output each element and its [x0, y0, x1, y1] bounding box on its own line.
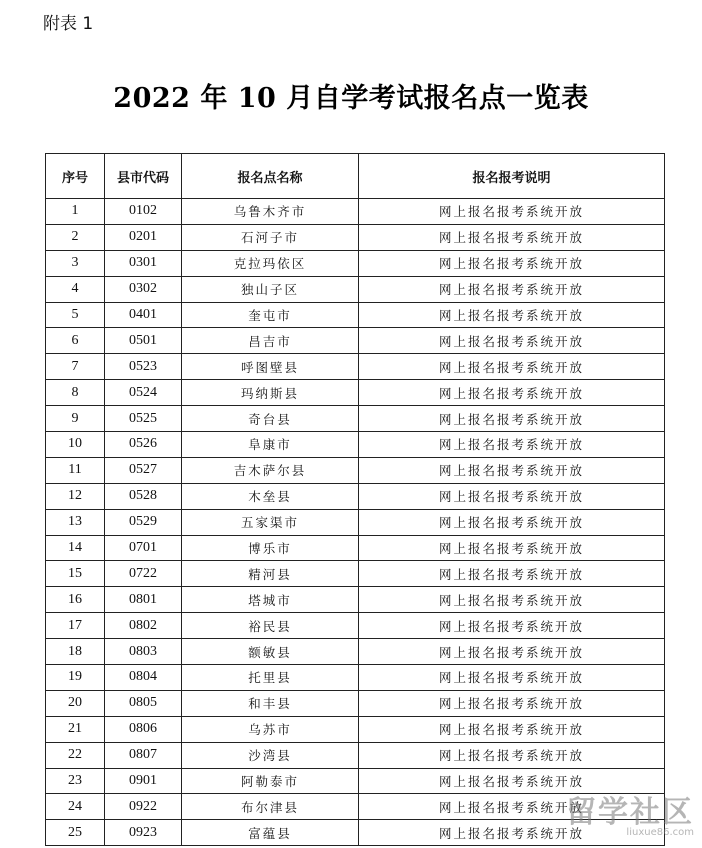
site-name: 奎屯市 [182, 302, 359, 328]
county-code: 0528 [105, 483, 182, 509]
header-site-name: 报名点名称 [182, 154, 359, 199]
site-name: 乌鲁木齐市 [182, 199, 359, 225]
county-code: 0401 [105, 302, 182, 328]
row-index: 24 [46, 794, 105, 820]
table-row [46, 639, 665, 665]
row-index: 21 [46, 716, 105, 742]
county-code: 0804 [105, 665, 182, 691]
county-code: 0526 [105, 432, 182, 458]
county-code: 0722 [105, 561, 182, 587]
site-name: 裕民县 [182, 613, 359, 639]
row-index: 8 [46, 380, 105, 406]
registration-table [45, 153, 665, 846]
table-row [46, 302, 665, 328]
table-row [46, 794, 665, 820]
registration-note: 网上报名报考系统开放 [359, 690, 665, 716]
row-index: 13 [46, 509, 105, 535]
registration-note: 网上报名报考系统开放 [359, 328, 665, 354]
registration-note: 网上报名报考系统开放 [359, 587, 665, 613]
registration-note: 网上报名报考系统开放 [359, 639, 665, 665]
county-code: 0524 [105, 380, 182, 406]
county-code: 0801 [105, 587, 182, 613]
site-name: 吉木萨尔县 [182, 457, 359, 483]
header-index: 序号 [46, 154, 105, 199]
site-name: 阿勒泰市 [182, 768, 359, 794]
registration-note: 网上报名报考系统开放 [359, 768, 665, 794]
site-name: 沙湾县 [182, 742, 359, 768]
site-name: 石河子市 [182, 224, 359, 250]
site-name: 精河县 [182, 561, 359, 587]
site-name: 克拉玛依区 [182, 250, 359, 276]
registration-note: 网上报名报考系统开放 [359, 406, 665, 432]
row-index: 19 [46, 665, 105, 691]
table-row [46, 457, 665, 483]
site-name: 布尔津县 [182, 794, 359, 820]
table-row [46, 380, 665, 406]
site-name: 木垒县 [182, 483, 359, 509]
row-index: 3 [46, 250, 105, 276]
site-name: 奇台县 [182, 406, 359, 432]
county-code: 0805 [105, 690, 182, 716]
row-index: 17 [46, 613, 105, 639]
row-index: 18 [46, 639, 105, 665]
table-row [46, 665, 665, 691]
site-name: 博乐市 [182, 535, 359, 561]
document-title: 2022 年 10 月自学考试报名点一览表 [113, 83, 589, 114]
registration-note: 网上报名报考系统开放 [359, 483, 665, 509]
county-code: 0802 [105, 613, 182, 639]
table-row [46, 276, 665, 302]
watermark-url: liuxue86.com [626, 827, 694, 838]
watermark-brand: 留学社区 [566, 795, 694, 830]
table-row [46, 406, 665, 432]
table-row [46, 561, 665, 587]
county-code: 0301 [105, 250, 182, 276]
site-name: 独山子区 [182, 276, 359, 302]
county-code: 0201 [105, 224, 182, 250]
table-row [46, 483, 665, 509]
registration-note: 网上报名报考系统开放 [359, 665, 665, 691]
registration-note: 网上报名报考系统开放 [359, 457, 665, 483]
registration-note: 网上报名报考系统开放 [359, 224, 665, 250]
county-code: 0102 [105, 199, 182, 225]
registration-note: 网上报名报考系统开放 [359, 302, 665, 328]
county-code: 0923 [105, 820, 182, 846]
county-code: 0302 [105, 276, 182, 302]
county-code: 0807 [105, 742, 182, 768]
registration-note: 网上报名报考系统开放 [359, 354, 665, 380]
table-row [46, 328, 665, 354]
county-code: 0922 [105, 794, 182, 820]
table-row [46, 690, 665, 716]
table-row [46, 199, 665, 225]
site-name: 昌吉市 [182, 328, 359, 354]
site-name: 呼图壁县 [182, 354, 359, 380]
registration-note: 网上报名报考系统开放 [359, 613, 665, 639]
table-row [46, 250, 665, 276]
site-name: 玛纳斯县 [182, 380, 359, 406]
site-name: 塔城市 [182, 587, 359, 613]
site-name: 乌苏市 [182, 716, 359, 742]
registration-note: 网上报名报考系统开放 [359, 535, 665, 561]
row-index: 6 [46, 328, 105, 354]
row-index: 25 [46, 820, 105, 846]
registration-note: 网上报名报考系统开放 [359, 199, 665, 225]
row-index: 2 [46, 224, 105, 250]
table-row [46, 354, 665, 380]
row-index: 5 [46, 302, 105, 328]
table-row [46, 820, 665, 846]
row-index: 16 [46, 587, 105, 613]
county-code: 0803 [105, 639, 182, 665]
table-body [46, 199, 665, 846]
registration-note: 网上报名报考系统开放 [359, 509, 665, 535]
site-name: 富蕴县 [182, 820, 359, 846]
registration-note: 网上报名报考系统开放 [359, 716, 665, 742]
row-index: 12 [46, 483, 105, 509]
county-code: 0806 [105, 716, 182, 742]
site-name: 阜康市 [182, 432, 359, 458]
registration-note: 网上报名报考系统开放 [359, 820, 665, 846]
row-index: 20 [46, 690, 105, 716]
county-code: 0501 [105, 328, 182, 354]
county-code: 0523 [105, 354, 182, 380]
row-index: 11 [46, 457, 105, 483]
registration-note: 网上报名报考系统开放 [359, 561, 665, 587]
row-index: 1 [46, 199, 105, 225]
county-code: 0529 [105, 509, 182, 535]
table-row [46, 224, 665, 250]
site-name: 五家渠市 [182, 509, 359, 535]
row-index: 15 [46, 561, 105, 587]
table-row [46, 768, 665, 794]
county-code: 0701 [105, 535, 182, 561]
table-header-row [46, 154, 665, 199]
row-index: 10 [46, 432, 105, 458]
header-description: 报名报考说明 [359, 154, 665, 199]
row-index: 7 [46, 354, 105, 380]
registration-note: 网上报名报考系统开放 [359, 250, 665, 276]
row-index: 4 [46, 276, 105, 302]
site-name: 额敏县 [182, 639, 359, 665]
county-code: 0525 [105, 406, 182, 432]
table-row [46, 509, 665, 535]
attachment-label: 附表 1 [43, 14, 94, 34]
table-row [46, 587, 665, 613]
table-row [46, 716, 665, 742]
row-index: 14 [46, 535, 105, 561]
registration-note: 网上报名报考系统开放 [359, 276, 665, 302]
county-code: 0901 [105, 768, 182, 794]
site-name: 和丰县 [182, 690, 359, 716]
row-index: 22 [46, 742, 105, 768]
table-row [46, 742, 665, 768]
registration-note: 网上报名报考系统开放 [359, 742, 665, 768]
table-row [46, 535, 665, 561]
header-code: 县市代码 [105, 154, 182, 199]
county-code: 0527 [105, 457, 182, 483]
row-index: 9 [46, 406, 105, 432]
site-name: 托里县 [182, 665, 359, 691]
registration-note: 网上报名报考系统开放 [359, 432, 665, 458]
table-row [46, 613, 665, 639]
registration-note: 网上报名报考系统开放 [359, 380, 665, 406]
table-row [46, 432, 665, 458]
row-index: 23 [46, 768, 105, 794]
registration-note: 网上报名报考系统开放 [359, 794, 665, 820]
